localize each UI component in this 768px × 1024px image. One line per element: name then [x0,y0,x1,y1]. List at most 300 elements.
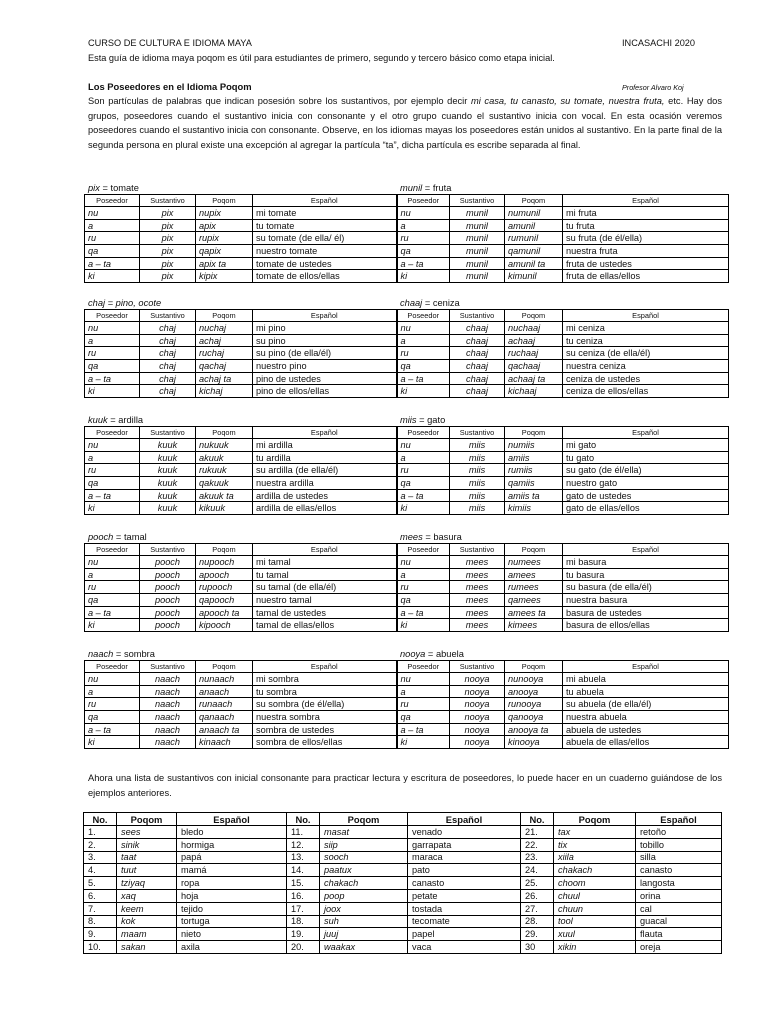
right-group-label: munil = fruta [400,183,452,193]
professor-name: Profesor Alvaro Koj [622,83,684,92]
noun-cell: munil [450,257,505,270]
vocab-row [84,851,722,864]
noun-word: miis [400,415,417,425]
poqom-cell: qanaach [196,711,253,724]
table-row [85,334,729,347]
vocab-spanish: hoja [177,889,287,902]
poqom-cell: achaj [196,334,253,347]
poqom-cell: apix ta [196,257,253,270]
vocab-header: Poqom [117,813,177,826]
possessor-cell: ru [397,347,450,360]
poqom-cell: akuuk [196,451,253,464]
vocab-poqom: chuun [554,902,636,915]
poqom-cell: runaach [196,698,253,711]
possessor-table [84,309,729,398]
noun-meaning: tamal [123,532,147,542]
table-row [85,232,729,245]
possessor-cell: a [85,219,140,232]
noun-cell: mees [450,619,505,632]
column-header: Poseedor [85,427,140,439]
vocab-number: 27. [521,902,554,915]
noun-cell: miis [450,451,505,464]
noun-meaning: ardilla [118,415,144,425]
noun-cell: chaj [140,347,196,360]
possessor-cell: ru [397,232,450,245]
vocab-poqom: juuj [320,928,408,941]
table-row [85,372,729,385]
vocab-poqom: xiila [554,851,636,864]
spanish-cell: tu abuela [563,685,729,698]
vocab-number: 14. [287,864,320,877]
spanish-cell: tu tamal [253,568,397,581]
poqom-cell: apooch [196,568,253,581]
vocab-poqom: siip [320,838,408,851]
poqom-cell: amiis ta [505,489,563,502]
noun-cell: kuuk [140,464,196,477]
table-row [85,270,729,283]
right-group-label: nooya = abuela [400,649,464,659]
spanish-cell: su abuela (de ella/él) [563,698,729,711]
vocab-spanish: axila [177,941,287,954]
poqom-cell: nupooch [196,556,253,569]
spanish-cell: nuestro tomate [253,245,397,258]
spanish-cell: pino de ellos/ellas [253,385,397,398]
possessor-cell: a – ta [397,723,450,736]
poqom-cell: achaaj ta [505,372,563,385]
spanish-cell: abuela de ustedes [563,723,729,736]
noun-cell: chaj [140,385,196,398]
spanish-cell: nuestro pino [253,360,397,373]
spanish-cell: su pino [253,334,397,347]
poqom-cell: rupooch [196,581,253,594]
vocab-header: No. [287,813,320,826]
noun-cell: chaaj [450,372,505,385]
vocab-spanish: cal [636,902,722,915]
column-header: Sustantivo [450,195,505,207]
possessor-cell: a [85,334,140,347]
possessor-cell: ki [397,385,450,398]
left-group-label: pix = tomate [88,183,139,193]
vocab-row [84,864,722,877]
poqom-cell: numees [505,556,563,569]
right-group-label: miis = gato [400,415,446,425]
vocab-header: Poqom [320,813,408,826]
possessor-cell: ru [85,232,140,245]
table-row [85,606,729,619]
vocab-row [84,889,722,902]
noun-word: pix [88,183,100,193]
noun-cell: nooya [450,673,505,686]
spanish-cell: nuestro gato [563,477,729,490]
intro-text: Esta guía de idioma maya poqom es útil para estudiantes de primero, segundo y tercero básico como etapa inicial. [88,53,555,63]
vocab-poqom: chuul [554,889,636,902]
vocab-spanish: nieto [177,928,287,941]
possessor-cell: qa [397,711,450,724]
vocab-header: Español [636,813,722,826]
spanish-cell: ceniza de ellos/ellas [563,385,729,398]
column-header: Poqom [505,310,563,322]
possessor-cell: qa [397,477,450,490]
vocab-poqom: chakach [554,864,636,877]
vocab-poqom: xaq [117,889,177,902]
noun-cell: mees [450,581,505,594]
spanish-cell: nuestra abuela [563,711,729,724]
poqom-cell: nuchaaj [505,322,563,335]
spanish-cell: mi tomate [253,207,397,220]
poqom-cell: amunil [505,219,563,232]
possessor-cell: nu [397,673,450,686]
vocab-spanish: tobillo [636,838,722,851]
vocab-number: 24. [521,864,554,877]
poqom-cell: kimees [505,619,563,632]
noun-cell: kuuk [140,439,196,452]
vocab-number: 19. [287,928,320,941]
poqom-cell: qapooch [196,594,253,607]
poqom-cell: apix [196,219,253,232]
possessor-cell: a – ta [85,723,140,736]
table-row [85,619,729,632]
vocab-header: Poqom [554,813,636,826]
column-header: Poseedor [397,427,450,439]
vocab-poqom: tix [554,838,636,851]
table-row [85,322,729,335]
column-header: Sustantivo [450,310,505,322]
column-header: Sustantivo [450,661,505,673]
noun-cell: nooya [450,723,505,736]
table-row [85,451,729,464]
vocab-poqom: suh [320,915,408,928]
spanish-cell: mi gato [563,439,729,452]
column-header: Poqom [196,427,253,439]
table-row [85,257,729,270]
noun-word: nooya [400,649,426,659]
vocab-poqom: poop [320,889,408,902]
noun-cell: naach [140,673,196,686]
poqom-cell: kinaach [196,736,253,749]
table-row [85,673,729,686]
spanish-cell: tomate de ustedes [253,257,397,270]
noun-cell: nooya [450,711,505,724]
spanish-cell: mi tamal [253,556,397,569]
vocab-header: No. [521,813,554,826]
column-header: Poqom [505,544,563,556]
poqom-cell: kikuuk [196,502,253,515]
vocab-poqom: sakan [117,941,177,954]
poqom-cell: kimiis [505,502,563,515]
vocab-number: 10. [84,941,117,954]
noun-meaning: abuela [435,649,464,659]
poqom-cell: amees ta [505,606,563,619]
possessor-cell: a [85,685,140,698]
vocab-poqom: xuul [554,928,636,941]
possessor-cell: a [85,451,140,464]
noun-cell: pooch [140,568,196,581]
spanish-cell: tu fruta [563,219,729,232]
poqom-cell: rumunil [505,232,563,245]
poqom-cell: rumees [505,581,563,594]
vocab-number: 28. [521,915,554,928]
vocab-spanish: ropa [177,877,287,890]
poqom-cell: qachaaj [505,360,563,373]
vocab-number: 9. [84,928,117,941]
noun-meaning: gato [427,415,446,425]
possessor-cell: nu [397,322,450,335]
possessor-cell: a [397,219,450,232]
vocab-poqom: chakach [320,877,408,890]
vocab-number: 8. [84,915,117,928]
noun-cell: chaaj [450,347,505,360]
column-header: Sustantivo [140,195,196,207]
noun-cell: mees [450,568,505,581]
left-group-label [88,298,161,308]
left-group-label: naach = sombra [88,649,155,659]
possessor-cell: a [397,568,450,581]
noun-cell: miis [450,439,505,452]
column-header: Poqom [196,661,253,673]
spanish-cell: tu basura [563,568,729,581]
poqom-cell: rupix [196,232,253,245]
column-header: Sustantivo [140,661,196,673]
noun-meaning: tomate [110,183,139,193]
spanish-cell: basura de ellos/ellas [563,619,729,632]
noun-cell: chaaj [450,322,505,335]
table-row [85,360,729,373]
noun-word: chaj = pino, ocote [88,298,162,308]
noun-cell: mees [450,556,505,569]
possessor-table [84,426,729,515]
poqom-cell: qamees [505,594,563,607]
table-row [85,439,729,452]
spanish-cell: tu ceniza [563,334,729,347]
table-row [85,685,729,698]
possessor-cell: qa [397,360,450,373]
vocab-poqom: maam [117,928,177,941]
noun-cell: miis [450,464,505,477]
noun-cell: miis [450,477,505,490]
vocab-spanish: tortuga [177,915,287,928]
vocab-row [84,877,722,890]
noun-cell: munil [450,207,505,220]
spanish-cell: tu sombra [253,685,397,698]
vocab-number: 20. [287,941,320,954]
vocab-number: 16. [287,889,320,902]
vocab-spanish: papá [177,851,287,864]
vocab-poqom: tool [554,915,636,928]
possessor-cell: a – ta [397,257,450,270]
spanish-cell: tamal de ellas/ellos [253,619,397,632]
vocab-spanish: maraca [408,851,521,864]
vocab-row [84,928,722,941]
vocab-number: 7. [84,902,117,915]
vocab-row [84,826,722,839]
column-header: Español [253,544,397,556]
vocab-spanish: tecomate [408,915,521,928]
column-header: Español [563,427,729,439]
possessor-table [84,660,729,749]
noun-cell: chaaj [450,360,505,373]
possessor-cell: ru [397,464,450,477]
table-row [85,347,729,360]
spanish-cell: nuestra ardilla [253,477,397,490]
noun-cell: pooch [140,594,196,607]
poqom-cell: amees [505,568,563,581]
column-header: Sustantivo [140,427,196,439]
poqom-cell: numiis [505,439,563,452]
noun-cell: munil [450,232,505,245]
vocab-number: 13. [287,851,320,864]
poqom-cell: rumiis [505,464,563,477]
noun-word: munil [400,183,423,193]
vocab-number: 2. [84,838,117,851]
noun-cell: pooch [140,619,196,632]
spanish-cell: tu gato [563,451,729,464]
poqom-cell: nunooya [505,673,563,686]
spanish-cell: ardilla de ellas/ellos [253,502,397,515]
noun-cell: pix [140,219,196,232]
possessor-cell: a [85,568,140,581]
column-header: Poqom [505,427,563,439]
spanish-cell: fruta de ustedes [563,257,729,270]
column-header: Sustantivo [140,310,196,322]
column-header: Español [563,544,729,556]
spanish-cell: ceniza de ustedes [563,372,729,385]
vocab-number: 5. [84,877,117,890]
column-header: Poqom [505,661,563,673]
spanish-cell: su sombra (de él/ella) [253,698,397,711]
noun-word: mees [400,532,423,542]
vocab-number: 25. [521,877,554,890]
vocab-spanish: mamá [177,864,287,877]
possessor-cell: nu [397,439,450,452]
vocab-spanish: petate [408,889,521,902]
noun-word: pooch [88,532,114,542]
vocab-poqom: waakax [320,941,408,954]
vocab-number: 23. [521,851,554,864]
vocab-poqom: sinik [117,838,177,851]
table-row [85,385,729,398]
noun-cell: kuuk [140,489,196,502]
noun-cell: naach [140,685,196,698]
column-header: Español [563,310,729,322]
possessor-cell: a – ta [397,489,450,502]
possessor-cell: qa [85,477,140,490]
column-header: Español [563,195,729,207]
noun-cell: naach [140,736,196,749]
noun-cell: mees [450,594,505,607]
spanish-cell: sombra de ustedes [253,723,397,736]
spanish-cell: su ceniza (de ella/él) [563,347,729,360]
noun-cell: pix [140,245,196,258]
column-header: Poseedor [397,661,450,673]
vocab-number: 18. [287,915,320,928]
table-row [85,736,729,749]
poqom-cell: nupix [196,207,253,220]
noun-cell: naach [140,711,196,724]
noun-cell: pix [140,232,196,245]
spanish-cell: mi ceniza [563,322,729,335]
noun-cell: munil [450,245,505,258]
possessor-cell: nu [397,207,450,220]
poqom-cell: qamunil [505,245,563,258]
vocabulary-table [83,812,722,954]
possessor-cell: ru [85,698,140,711]
left-group-label: pooch = tamal [88,532,147,542]
poqom-cell: amunil ta [505,257,563,270]
vocab-spanish: silla [636,851,722,864]
possessor-cell: ki [397,502,450,515]
spanish-cell: nuestra fruta [563,245,729,258]
spanish-cell: basura de ustedes [563,606,729,619]
spanish-cell: tamal de ustedes [253,606,397,619]
table-row [85,723,729,736]
poqom-cell: qakuuk [196,477,253,490]
noun-meaning: sombra [123,649,155,659]
noun-cell: chaj [140,334,196,347]
possessor-cell: qa [85,245,140,258]
possessor-cell: nu [85,673,140,686]
column-header: Poseedor [85,195,140,207]
noun-cell: naach [140,698,196,711]
spanish-cell: mi basura [563,556,729,569]
poqom-cell: nunaach [196,673,253,686]
spanish-cell: nuestro tamal [253,594,397,607]
possessor-cell: qa [85,711,140,724]
vocab-header: Español [177,813,287,826]
noun-cell: nooya [450,736,505,749]
column-header: Español [563,661,729,673]
noun-cell: chaj [140,360,196,373]
course-title: CURSO DE CULTURA E IDIOMA MAYA [88,38,252,48]
spanish-cell: mi fruta [563,207,729,220]
vocab-number: 4. [84,864,117,877]
vocab-poqom: joox [320,902,408,915]
vocab-number: 21. [521,826,554,839]
possessor-cell: qa [85,594,140,607]
column-header: Poseedor [397,310,450,322]
vocab-number: 3. [84,851,117,864]
column-header: Español [253,310,397,322]
possessor-cell: ru [397,698,450,711]
table-row [85,698,729,711]
poqom-cell: ruchaaj [505,347,563,360]
vocab-spanish: hormiga [177,838,287,851]
table-row [85,581,729,594]
possessor-table [84,194,729,283]
table-row [85,207,729,220]
table-row [85,245,729,258]
noun-cell: kuuk [140,451,196,464]
vocab-row [84,915,722,928]
spanish-cell: mi sombra [253,673,397,686]
spanish-cell: tu tomate [253,219,397,232]
column-header: Poqom [196,544,253,556]
vocab-poqom: masat [320,826,408,839]
spanish-cell: nuestra ceniza [563,360,729,373]
poqom-cell: nuchaj [196,322,253,335]
possessor-cell: nu [85,322,140,335]
vocab-number: 26. [521,889,554,902]
vocab-spanish: orina [636,889,722,902]
column-header: Poseedor [397,544,450,556]
table-row [85,477,729,490]
column-header: Sustantivo [450,544,505,556]
poqom-cell: qapix [196,245,253,258]
poqom-cell: anaach [196,685,253,698]
noun-meaning: ceniza [432,298,460,308]
noun-cell: nooya [450,698,505,711]
noun-cell: chaj [140,372,196,385]
vocab-spanish: papel [408,928,521,941]
